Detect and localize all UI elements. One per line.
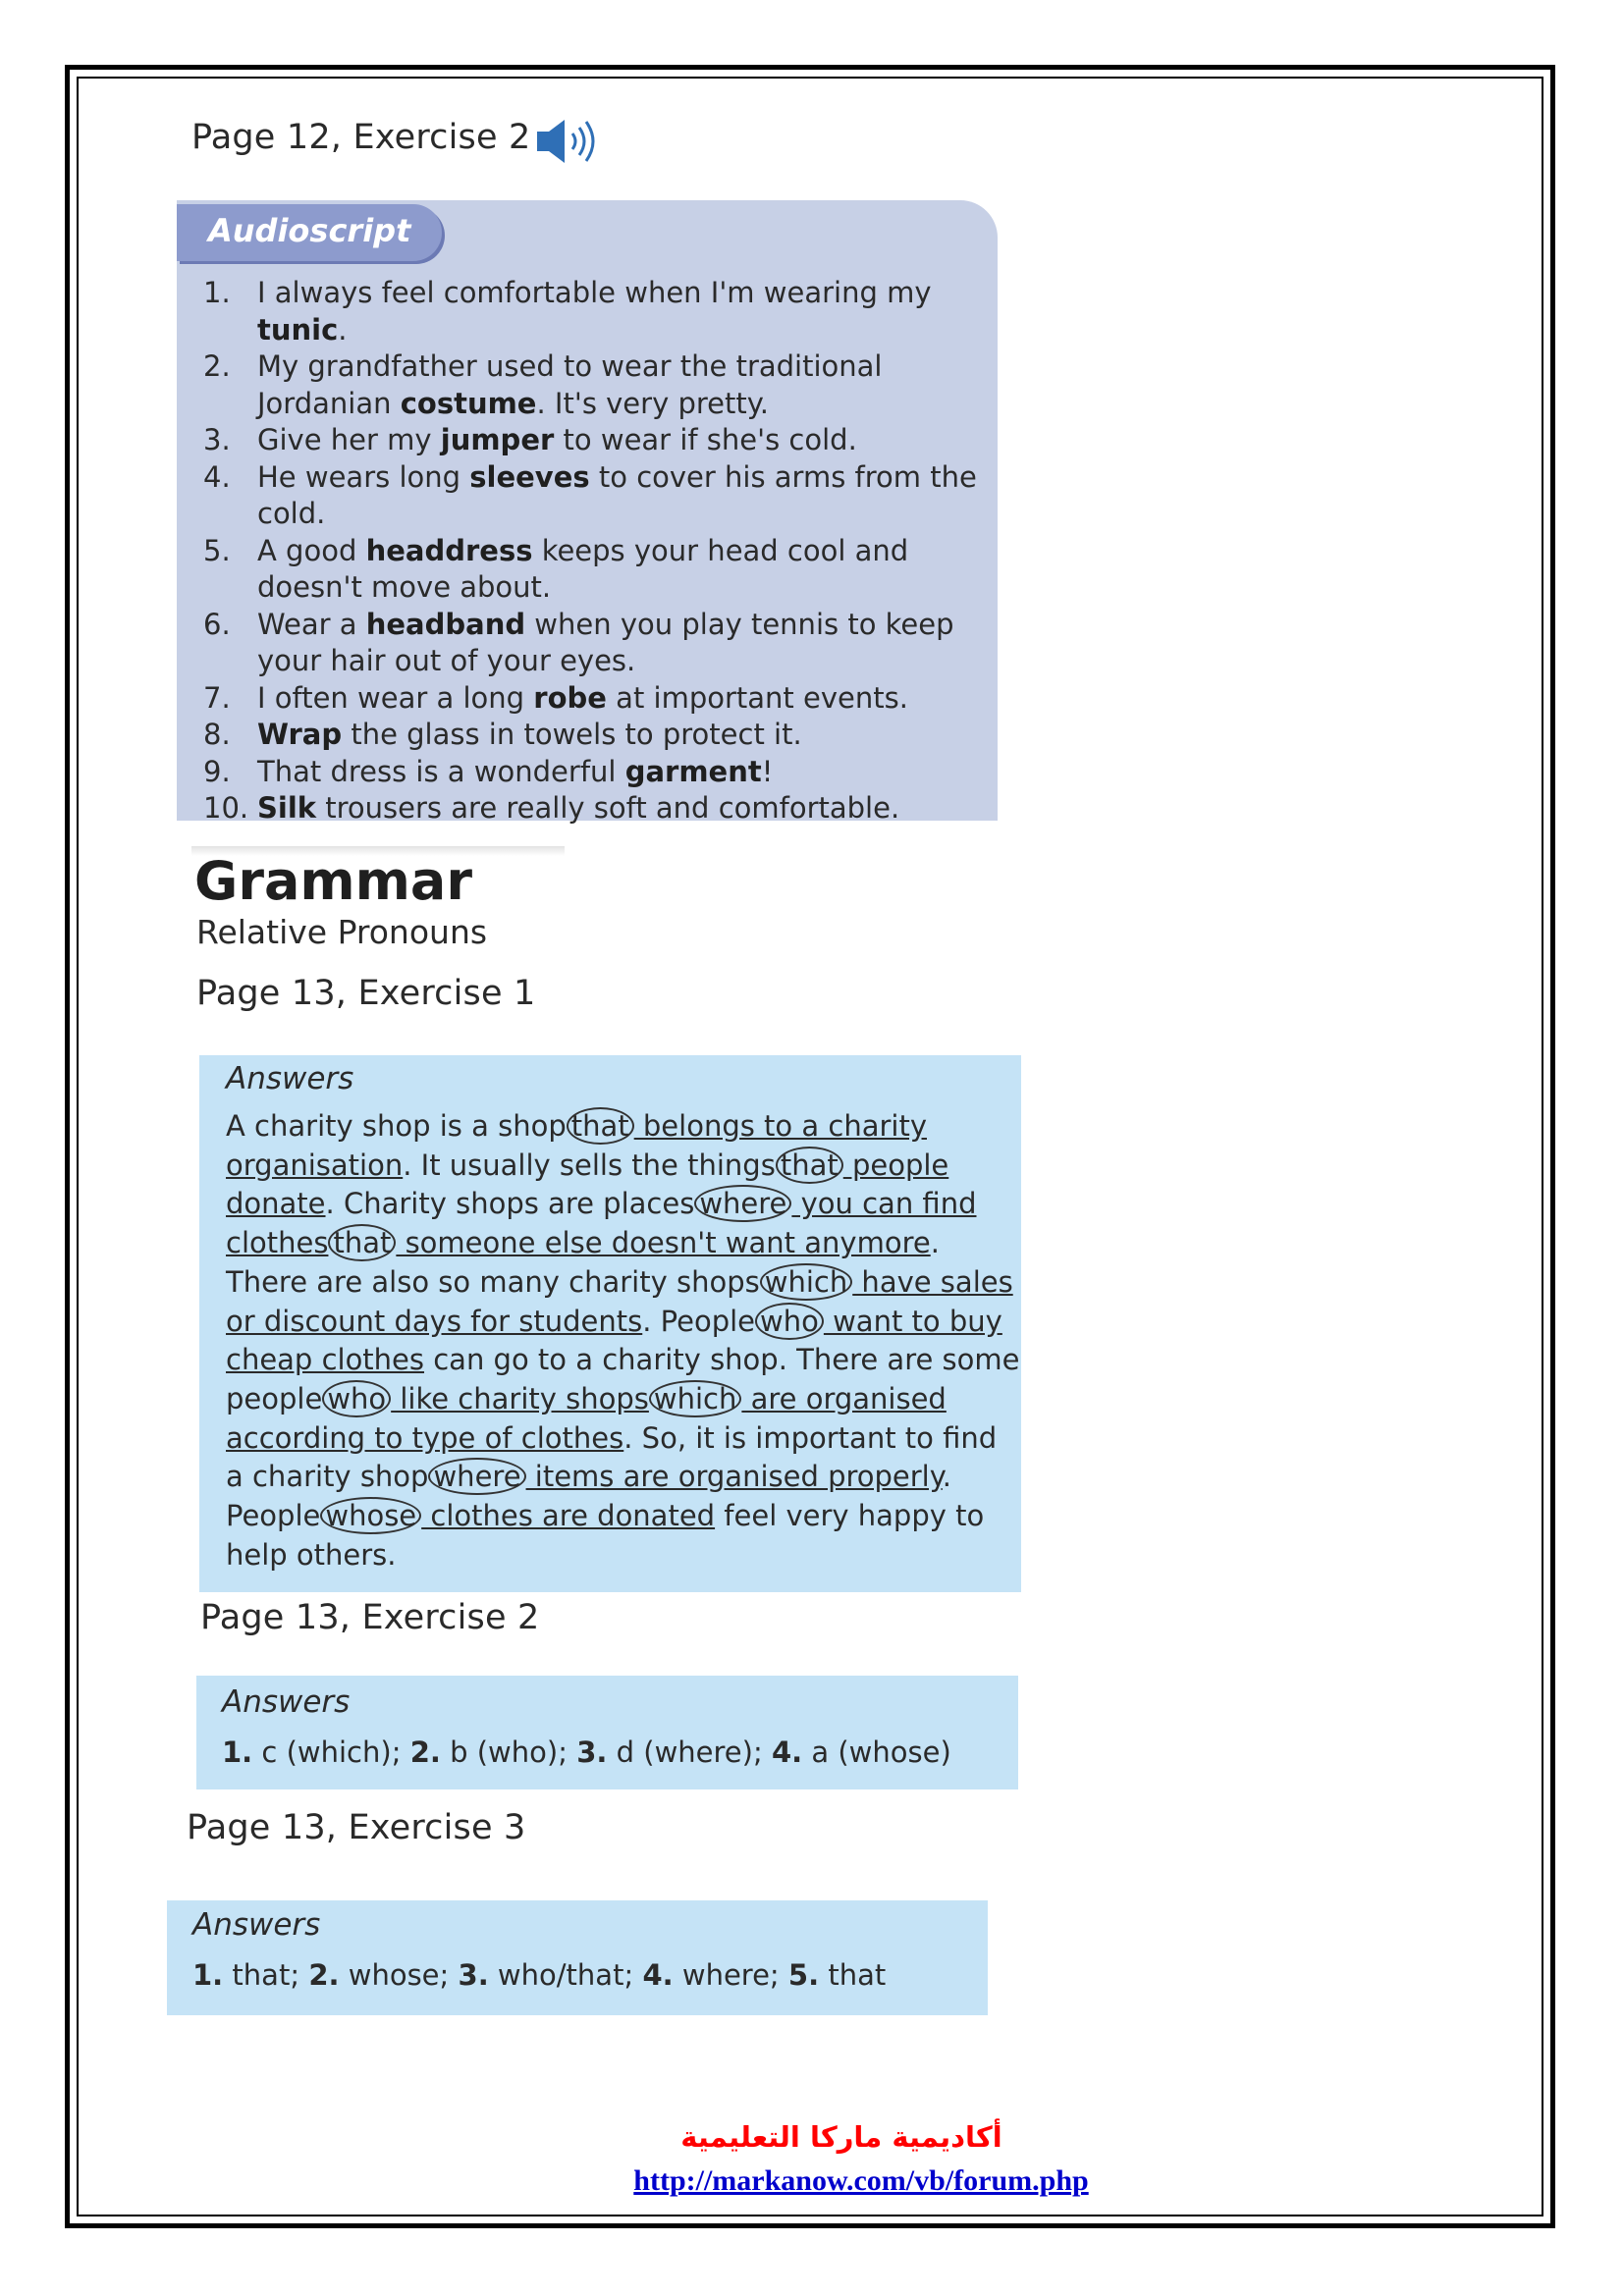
audioscript-item-text <box>257 459 989 533</box>
audioscript-item-text <box>257 275 989 348</box>
audioscript-item-number: 1. <box>203 276 231 309</box>
passage-text: a charity shop <box>226 1460 429 1494</box>
grammar-subtitle: Relative Pronouns <box>196 913 488 951</box>
underlined-clause: clothes are donated <box>421 1499 716 1533</box>
underlined-clause: clothes <box>226 1226 329 1260</box>
answers-line-ex2 <box>222 1735 951 1769</box>
underlined-clause: belongs to a charity <box>633 1109 927 1143</box>
answers-line-ex3 <box>192 1958 886 1992</box>
underlined-clause: or discount days for students <box>226 1304 643 1338</box>
vocab-word: jumper <box>440 423 555 456</box>
circled-pronoun: that <box>567 1107 634 1145</box>
underlined-clause: are organised <box>741 1381 947 1415</box>
circled-pronoun: whose <box>320 1497 421 1534</box>
answer-number: 3. <box>576 1735 608 1769</box>
underlined-clause: donate <box>226 1187 326 1221</box>
underlined-clause: someone else doesn't want anymore <box>396 1226 931 1260</box>
passage-line <box>226 1107 1001 1147</box>
exercise-heading-p12-ex2: Page 12, Exercise 2 <box>191 118 531 157</box>
answer-text: b (who); <box>440 1735 577 1769</box>
sentence-text: to cover his arms from the cold. <box>257 459 977 530</box>
passage-line <box>226 1419 1001 1459</box>
passage-text: . <box>942 1460 951 1494</box>
answer-number: 5. <box>787 1958 820 1992</box>
passage-line <box>226 1380 1001 1419</box>
grammar-title: Grammar <box>194 850 472 912</box>
audioscript-list <box>203 275 989 828</box>
exercise-heading-p13-ex3: Page 13, Exercise 3 <box>187 1808 526 1847</box>
audioscript-item-text <box>257 533 989 607</box>
vocab-word: robe <box>533 680 607 715</box>
audioscript-item-number: 4. <box>203 459 231 494</box>
answer-text: that; <box>223 1958 309 1992</box>
sentence-text: ! <box>761 754 774 788</box>
passage-line <box>226 1303 1001 1342</box>
sentence-text: . <box>338 312 348 347</box>
vocab-word: headband <box>365 607 526 641</box>
audioscript-item-number: 9. <box>203 754 231 788</box>
audioscript-item-number: 7. <box>203 680 231 715</box>
passage-line <box>226 1224 1001 1263</box>
circled-pronoun: who <box>322 1380 391 1417</box>
passage-text: feel very happy to <box>715 1499 985 1533</box>
sentence-text: My grandfather used to wear the traditional Jordanian <box>257 349 883 420</box>
answer-text: whose; <box>339 1958 459 1992</box>
vocab-word: garment <box>624 754 762 788</box>
passage-text: . It usually sells the things <box>403 1148 776 1182</box>
underlined-clause: items are organised properly <box>525 1460 943 1494</box>
vocab-word: sleeves <box>469 459 590 494</box>
vocab-word: Wrap <box>257 718 343 751</box>
passage-line <box>226 1263 1013 1303</box>
footer-link[interactable]: http://markanow.com/vb/forum.php <box>633 2164 1089 2197</box>
passage-line <box>226 1536 1001 1575</box>
answer-text: where; <box>673 1958 788 1992</box>
circled-pronoun: where <box>428 1458 525 1495</box>
audioscript-item-number: 2. <box>203 349 231 383</box>
answer-number: 2. <box>308 1958 340 1992</box>
circled-pronoun: that <box>328 1224 396 1261</box>
passage-text: . <box>930 1226 940 1260</box>
audioscript-item-text <box>257 790 989 828</box>
underlined-clause: you can find <box>791 1187 977 1221</box>
audioscript-item-text <box>257 754 989 791</box>
exercise-heading-p13-ex2: Page 13, Exercise 2 <box>200 1598 540 1637</box>
audioscript-item-text <box>257 422 989 459</box>
sentence-text: keeps your head cool and doesn't move about. <box>257 533 909 604</box>
passage-text: . So, it is important to find <box>623 1420 998 1455</box>
sentence-text: I often wear a long <box>257 680 534 715</box>
answers-label-ex3: Answers <box>192 1907 321 1943</box>
sentence-text: the glass in towels to protect it. <box>342 718 802 751</box>
answer-text: that <box>819 1958 887 1992</box>
vocab-word: costume <box>400 386 537 420</box>
audioscript-item-number: 10. <box>203 791 249 825</box>
audioscript-item-text <box>257 717 989 754</box>
audioscript-item <box>203 680 989 718</box>
audioscript-item <box>203 754 989 791</box>
underlined-clause: organisation <box>226 1148 404 1182</box>
underlined-clause: cheap clothes <box>226 1343 425 1377</box>
underlined-clause: like charity shops <box>391 1381 649 1415</box>
audioscript-item <box>203 790 989 828</box>
sentence-text: to wear if she's cold. <box>554 423 857 456</box>
answer-text: c (which); <box>252 1735 410 1769</box>
exercise-heading-p13-ex1: Page 13, Exercise 1 <box>196 974 536 1013</box>
sentence-text: . It's very pretty. <box>536 386 769 420</box>
audioscript-item <box>203 459 989 533</box>
sentence-text: I always feel comfortable when I'm wearing my <box>257 276 932 309</box>
sentence-text: Wear a <box>257 607 366 641</box>
audioscript-item <box>203 348 989 422</box>
answer-text: who/that; <box>488 1958 643 1992</box>
sentence-text: A good <box>257 533 366 567</box>
underlined-clause: want to buy <box>823 1304 1002 1338</box>
vocab-word: Silk <box>257 791 317 825</box>
audioscript-item-text <box>257 348 989 422</box>
answer-text: d (where); <box>607 1735 772 1769</box>
audioscript-label: Audioscript <box>208 212 411 249</box>
answers-label-ex1: Answers <box>226 1061 354 1096</box>
answer-number: 2. <box>409 1735 441 1769</box>
audioscript-item <box>203 275 989 348</box>
answer-number: 1. <box>222 1735 253 1769</box>
vocab-word: headdress <box>365 533 533 567</box>
answer-number: 4. <box>771 1735 803 1769</box>
sentence-text: That dress is a wonderful <box>257 754 625 788</box>
passage-text: can go to a charity shop. There are some <box>424 1343 1020 1377</box>
underlined-clause: have sales <box>852 1264 1013 1299</box>
answers-passage-ex1 <box>226 1107 1020 1575</box>
audioscript-item <box>203 717 989 754</box>
sentence-text: at important events. <box>606 680 908 715</box>
audioscript-item-number: 6. <box>203 607 231 641</box>
footer-academy-name: أكاديمية ماركا التعليمية <box>680 2120 1002 2154</box>
sentence-text: He wears long <box>257 459 470 494</box>
answer-text: a (whose) <box>802 1735 951 1769</box>
passage-text: help others. <box>226 1537 397 1572</box>
answers-label-ex2: Answers <box>222 1684 351 1720</box>
circled-pronoun: who <box>755 1303 824 1340</box>
sentence-text: Give her my <box>257 423 441 456</box>
audioscript-item <box>203 422 989 459</box>
audioscript-item <box>203 607 989 680</box>
circled-pronoun: which <box>760 1263 852 1301</box>
underlined-clause: people <box>842 1148 949 1182</box>
passage-text: people <box>226 1381 323 1415</box>
circled-pronoun: where <box>694 1185 791 1222</box>
vocab-word: tunic <box>257 312 339 347</box>
sentence-text: when you play tennis to keep your hair out of your eyes. <box>257 607 954 677</box>
passage-text: There are also so many charity shops <box>226 1264 760 1299</box>
audioscript-item-number: 3. <box>203 423 231 456</box>
passage-line <box>226 1341 1020 1380</box>
underlined-clause: according to type of clothes <box>226 1420 624 1455</box>
passage-text: . People <box>642 1304 756 1338</box>
passage-text: . Charity shops are places <box>325 1187 695 1221</box>
answer-number: 3. <box>458 1958 489 1992</box>
answer-number: 4. <box>642 1958 674 1992</box>
audioscript-item-number: 8. <box>203 718 231 751</box>
answer-number: 1. <box>192 1958 224 1992</box>
sentence-text: trousers are really soft and comfortable. <box>316 791 900 825</box>
audioscript-item-text <box>257 680 989 718</box>
passage-line <box>226 1147 1001 1186</box>
audioscript-item <box>203 533 989 607</box>
audioscript-item-number: 5. <box>203 533 231 567</box>
passage-line <box>226 1185 1001 1224</box>
audioscript-item-text <box>257 607 989 680</box>
passage-line <box>226 1497 1001 1536</box>
circled-pronoun: that <box>776 1147 843 1184</box>
circled-pronoun: which <box>649 1380 741 1417</box>
passage-text: A charity shop is a shop <box>226 1109 567 1143</box>
speaker-icon[interactable] <box>535 118 606 165</box>
passage-line <box>226 1458 1001 1497</box>
passage-text: People <box>226 1499 321 1533</box>
